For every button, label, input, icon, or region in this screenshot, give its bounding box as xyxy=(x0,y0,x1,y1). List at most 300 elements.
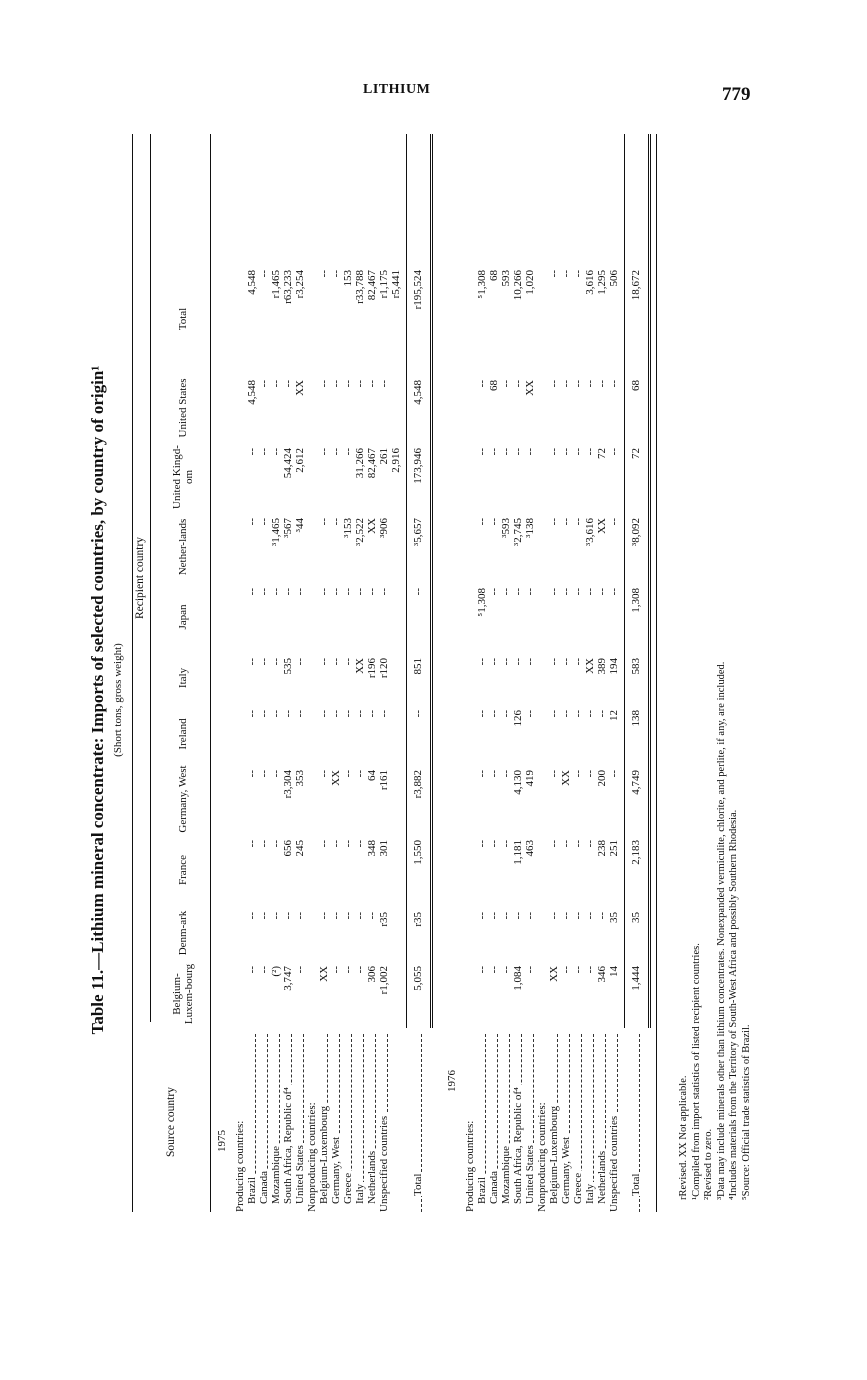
cell-italy: 194 xyxy=(608,658,620,675)
cell-united-states: -- xyxy=(342,380,354,388)
cell-total: 1,020 xyxy=(524,270,536,295)
cell-denmark: -- xyxy=(258,912,270,920)
cell-netherlands: ³567 xyxy=(282,518,294,538)
row-label xyxy=(548,1030,560,1212)
cell-total: 153 xyxy=(342,270,354,287)
cell-total: r33,788 xyxy=(354,270,366,304)
row-label xyxy=(246,1030,258,1212)
cell-netherlands xyxy=(234,512,246,582)
cell-japan: -- xyxy=(294,588,306,596)
table-row xyxy=(318,134,330,1212)
cell-france xyxy=(390,834,402,906)
cell-germany-west: XX xyxy=(560,770,572,786)
row-label-text: Unspecified countries xyxy=(378,1115,390,1212)
cell-netherlands: ³138 xyxy=(524,518,536,538)
cell-ireland: -- xyxy=(524,710,536,718)
column-header-japan: Japan xyxy=(177,604,189,630)
cell-japan xyxy=(536,582,548,652)
cell-japan xyxy=(464,582,476,652)
column-header-total: Total xyxy=(177,307,189,331)
row-label-text: Netherlands xyxy=(366,1150,378,1204)
cell-ireland xyxy=(234,704,246,764)
cell-belgium-luxembourg: 1,444 xyxy=(630,966,642,991)
cell-denmark: r35 xyxy=(412,912,424,927)
cell-belgium-luxembourg: -- xyxy=(476,966,488,974)
table-row xyxy=(330,134,342,1212)
cell-france: 251 xyxy=(608,840,620,857)
cell-ireland: 12 xyxy=(608,710,620,721)
row-label-text xyxy=(390,1210,402,1212)
cell-total: r1,465 xyxy=(270,270,282,299)
cell-netherlands: -- xyxy=(560,518,572,526)
table-row xyxy=(488,134,500,1212)
cell-total: 506 xyxy=(608,270,620,287)
row-label-text: South Africa, Republic of⁴ xyxy=(282,1087,294,1204)
section-end-rule xyxy=(430,134,433,1028)
total-rule xyxy=(624,134,625,1028)
cell-united-states: XX xyxy=(524,380,536,396)
cell-ireland: -- xyxy=(548,710,560,718)
cell-france: -- xyxy=(476,840,488,848)
row-label-text: Canada xyxy=(488,1171,500,1204)
cell-total: r3,254 xyxy=(294,270,306,299)
row-label xyxy=(464,1030,476,1212)
cell-netherlands: -- xyxy=(488,518,500,526)
table-row xyxy=(270,134,282,1212)
cell-japan: -- xyxy=(330,588,342,596)
cell-ireland xyxy=(464,704,476,764)
cell-ireland: -- xyxy=(584,710,596,718)
footnote: ⁴Includes materials from the Territory of South-West Africa and possibly Southern Rhodesia. xyxy=(728,809,739,1200)
recipient-header-rule xyxy=(150,134,151,1022)
cell-japan: -- xyxy=(524,588,536,596)
cell-netherlands: -- xyxy=(476,518,488,526)
row-label xyxy=(536,1030,548,1212)
row-label xyxy=(282,1030,294,1212)
cell-italy xyxy=(306,652,318,704)
cell-total: -- xyxy=(548,270,560,278)
cell-united-states: -- xyxy=(318,380,330,388)
cell-united-kingdom xyxy=(464,442,476,512)
row-label-text: Total xyxy=(412,1173,424,1196)
cell-germany-west: -- xyxy=(342,770,354,778)
cell-denmark: -- xyxy=(524,912,536,920)
cell-ireland: 126 xyxy=(512,710,524,727)
table-row xyxy=(500,134,512,1212)
cell-netherlands: XX xyxy=(596,518,608,534)
cell-ireland: -- xyxy=(294,710,306,718)
recipient-country-header: Recipient country xyxy=(134,536,146,620)
cell-italy: -- xyxy=(500,658,512,666)
cell-italy: -- xyxy=(524,658,536,666)
cell-japan: -- xyxy=(342,588,354,596)
cell-japan: ⁵1,308 xyxy=(476,588,488,617)
row-label xyxy=(258,1030,270,1212)
imports-table xyxy=(132,134,674,1212)
cell-belgium-luxembourg: 1,084 xyxy=(512,966,524,991)
table-row xyxy=(246,134,258,1212)
row-label-text: Belgium-Luxembourg xyxy=(548,1105,560,1204)
row-label xyxy=(500,1030,512,1212)
total-row xyxy=(412,134,424,1212)
cell-total: 3,616 xyxy=(584,270,596,295)
cell-ireland: -- xyxy=(596,710,608,718)
cell-netherlands: -- xyxy=(548,518,560,526)
cell-italy: -- xyxy=(548,658,560,666)
cell-france: 2,183 xyxy=(630,840,642,865)
cell-france: -- xyxy=(318,840,330,848)
row-label xyxy=(270,1030,282,1212)
table-title: Table 11.—Lithium mineral concentrate: Imports of selected countries, by country of origin¹ xyxy=(88,365,107,1035)
cell-total: 10,266 xyxy=(512,270,524,301)
cell-france: 301 xyxy=(378,840,390,857)
cell-united-kingdom xyxy=(306,442,318,512)
cell-italy xyxy=(536,652,548,704)
cell-italy: XX xyxy=(584,658,596,674)
cell-belgium-luxembourg: (²) xyxy=(270,966,282,977)
table-row xyxy=(306,134,318,1212)
cell-ireland: -- xyxy=(560,710,572,718)
cell-denmark: -- xyxy=(330,912,342,920)
cell-italy: -- xyxy=(572,658,584,666)
cell-japan xyxy=(306,582,318,652)
cell-denmark: r35 xyxy=(378,912,390,927)
cell-denmark: -- xyxy=(246,912,258,920)
cell-germany-west: r3,304 xyxy=(282,770,294,799)
cell-united-states: -- xyxy=(366,380,378,388)
cell-belgium-luxembourg xyxy=(390,960,402,1028)
cell-netherlands: ³2,522 xyxy=(354,518,366,547)
cell-netherlands: ³906 xyxy=(378,518,390,538)
footnote: ³Data may include minerals other than lithium concentrates. Nonexpanded vermiculite, chlorite, and perlite, if any, are included. xyxy=(715,661,727,1200)
table-row xyxy=(476,134,488,1212)
cell-italy: -- xyxy=(342,658,354,666)
cell-germany-west: -- xyxy=(258,770,270,778)
row-label xyxy=(354,1030,366,1212)
cell-netherlands: ³3,616 xyxy=(584,518,596,547)
cell-united-states: -- xyxy=(512,380,524,388)
cell-denmark: -- xyxy=(488,912,500,920)
cell-japan: -- xyxy=(560,588,572,596)
cell-germany-west: -- xyxy=(548,770,560,778)
cell-japan: -- xyxy=(488,588,500,596)
table-row xyxy=(536,134,548,1212)
cell-germany-west: -- xyxy=(354,770,366,778)
cell-italy: -- xyxy=(258,658,270,666)
row-label-text: South Africa, Republic of⁴ xyxy=(512,1087,524,1204)
row-label-text: Canada xyxy=(258,1171,270,1204)
footnote: ¹Compiled from import statistics of listed recipient countries. xyxy=(690,943,702,1200)
row-label xyxy=(488,1030,500,1212)
cell-ireland: -- xyxy=(476,710,488,718)
row-label xyxy=(306,1030,318,1212)
cell-united-kingdom: -- xyxy=(342,448,354,456)
cell-united-states xyxy=(536,374,548,442)
cell-ireland: -- xyxy=(354,710,366,718)
cell-netherlands xyxy=(464,512,476,582)
cell-netherlands: ³1,465 xyxy=(270,518,282,547)
row-label xyxy=(342,1030,354,1212)
cell-ireland: -- xyxy=(572,710,584,718)
cell-france: -- xyxy=(330,840,342,848)
cell-belgium-luxembourg: -- xyxy=(572,966,584,974)
cell-france: -- xyxy=(354,840,366,848)
table-row xyxy=(294,134,306,1212)
cell-total: ⁵1,308 xyxy=(476,270,488,299)
cell-ireland: 138 xyxy=(630,710,642,727)
cell-united-kingdom: -- xyxy=(476,448,488,456)
table-row xyxy=(234,134,246,1212)
cell-netherlands: -- xyxy=(258,518,270,526)
cell-france: -- xyxy=(270,840,282,848)
row-label xyxy=(412,1030,424,1212)
cell-united-kingdom: -- xyxy=(560,448,572,456)
row-label-text: Producing countries: xyxy=(464,1120,476,1212)
cell-france: -- xyxy=(584,840,596,848)
cell-japan: -- xyxy=(584,588,596,596)
cell-italy: 535 xyxy=(282,658,294,675)
cell-italy: -- xyxy=(512,658,524,666)
cell-belgium-luxembourg: -- xyxy=(294,966,306,974)
cell-united-kingdom: -- xyxy=(524,448,536,456)
cell-united-states xyxy=(464,374,476,442)
row-label-text: Brazil xyxy=(246,1177,258,1204)
cell-denmark: -- xyxy=(354,912,366,920)
row-label-text: Nonproducing countries: xyxy=(536,1102,548,1212)
cell-ireland xyxy=(536,704,548,764)
cell-united-kingdom: -- xyxy=(488,448,500,456)
cell-united-states: XX xyxy=(294,380,306,396)
cell-germany-west: -- xyxy=(270,770,282,778)
cell-italy: -- xyxy=(488,658,500,666)
cell-total xyxy=(536,264,548,374)
cell-france: -- xyxy=(258,840,270,848)
cell-germany-west xyxy=(306,764,318,834)
cell-united-kingdom: 54,424 xyxy=(282,448,294,479)
cell-germany-west: -- xyxy=(500,770,512,778)
cell-united-states: -- xyxy=(354,380,366,388)
cell-italy: -- xyxy=(270,658,282,666)
cell-belgium-luxembourg: -- xyxy=(488,966,500,974)
cell-netherlands: ³593 xyxy=(500,518,512,538)
cell-france: 348 xyxy=(366,840,378,857)
cell-france xyxy=(234,834,246,906)
row-label xyxy=(234,1030,246,1212)
row-label-text: Italy xyxy=(354,1183,366,1204)
cell-united-states: -- xyxy=(476,380,488,388)
year-label: 1976 xyxy=(446,1070,458,1092)
row-label-text: Netherlands xyxy=(596,1150,608,1204)
cell-belgium-luxembourg: 306 xyxy=(366,966,378,983)
cell-united-states: 68 xyxy=(630,380,642,391)
cell-netherlands: ³153 xyxy=(342,518,354,538)
cell-italy xyxy=(464,652,476,704)
cell-united-states: -- xyxy=(548,380,560,388)
table-row xyxy=(354,134,366,1212)
table-row xyxy=(548,134,560,1212)
cell-united-kingdom: 2,612 xyxy=(294,448,306,473)
cell-ireland: -- xyxy=(246,710,258,718)
cell-netherlands xyxy=(390,512,402,582)
cell-denmark: -- xyxy=(318,912,330,920)
cell-denmark xyxy=(234,906,246,960)
cell-total: r195,524 xyxy=(412,270,424,310)
cell-belgium-luxembourg: -- xyxy=(560,966,572,974)
cell-total: -- xyxy=(560,270,572,278)
cell-france: 1,550 xyxy=(412,840,424,865)
cell-denmark: -- xyxy=(584,912,596,920)
row-label-text: Mozambique xyxy=(270,1145,282,1204)
cell-japan: -- xyxy=(270,588,282,596)
row-label xyxy=(330,1030,342,1212)
table-bottom-rule xyxy=(656,134,657,1212)
cell-denmark: 35 xyxy=(608,912,620,923)
table-row xyxy=(560,134,572,1212)
row-label-text: Producing countries: xyxy=(234,1120,246,1212)
cell-total: 82,467 xyxy=(366,270,378,301)
cell-ireland: -- xyxy=(330,710,342,718)
cell-united-states: 68 xyxy=(488,380,500,391)
table-row xyxy=(608,134,620,1212)
column-header-germany-west: Germany, West xyxy=(177,765,189,833)
table-row xyxy=(524,134,536,1212)
cell-italy: -- xyxy=(246,658,258,666)
table-row xyxy=(282,134,294,1212)
cell-united-kingdom: -- xyxy=(548,448,560,456)
column-header-netherlands: Nether-lands xyxy=(177,518,189,576)
footnote: ²Revised to zero. xyxy=(703,1128,714,1200)
row-label-text: United States xyxy=(294,1145,306,1204)
cell-united-kingdom: 173,946 xyxy=(412,448,424,484)
cell-denmark: -- xyxy=(342,912,354,920)
cell-germany-west: 200 xyxy=(596,770,608,787)
cell-france xyxy=(306,834,318,906)
cell-germany-west: r161 xyxy=(378,770,390,791)
cell-italy: r196 xyxy=(366,658,378,679)
table-row xyxy=(584,134,596,1212)
column-header-united-states: United States xyxy=(177,378,189,438)
page-number: 779 xyxy=(722,84,751,105)
cell-total: r63,233 xyxy=(282,270,294,304)
cell-italy: r120 xyxy=(378,658,390,679)
cell-united-kingdom: 72 xyxy=(596,448,608,459)
row-label-text: Germany, West xyxy=(560,1136,572,1204)
table-row xyxy=(366,134,378,1212)
row-label-text: Mozambique xyxy=(500,1145,512,1204)
cell-france xyxy=(464,834,476,906)
cell-japan: -- xyxy=(596,588,608,596)
column-header-belgium-luxembourg: Belgium-Luxem-bourg xyxy=(171,963,195,1025)
cell-belgium-luxembourg xyxy=(536,960,548,1028)
cell-germany-west: r3,882 xyxy=(412,770,424,799)
table-subtitle: (Short tons, gross weight) xyxy=(112,643,124,757)
cell-total: -- xyxy=(318,270,330,278)
cell-netherlands: -- xyxy=(246,518,258,526)
cell-united-kingdom: 72 xyxy=(630,448,642,459)
cell-denmark: -- xyxy=(476,912,488,920)
cell-netherlands: ³5,657 xyxy=(412,518,424,547)
source-country-header: Source country xyxy=(165,1087,177,1157)
cell-ireland xyxy=(306,704,318,764)
row-label xyxy=(572,1030,584,1212)
cell-total: -- xyxy=(258,270,270,278)
cell-belgium-luxembourg: 346 xyxy=(596,966,608,983)
cell-united-kingdom: 82,467 xyxy=(366,448,378,479)
cell-france: 1,181 xyxy=(512,840,524,865)
cell-united-kingdom xyxy=(536,442,548,512)
row-label xyxy=(608,1030,620,1212)
row-label xyxy=(560,1030,572,1212)
cell-ireland xyxy=(390,704,402,764)
cell-united-kingdom: -- xyxy=(500,448,512,456)
cell-france: -- xyxy=(488,840,500,848)
table-row xyxy=(512,134,524,1212)
cell-ireland: -- xyxy=(412,710,424,718)
cell-total: r1,175 xyxy=(378,270,390,299)
cell-united-states: -- xyxy=(500,380,512,388)
cell-germany-west xyxy=(390,764,402,834)
cell-netherlands: -- xyxy=(330,518,342,526)
row-label-text: Belgium-Luxembourg xyxy=(318,1105,330,1204)
cell-france: 463 xyxy=(524,840,536,857)
cell-belgium-luxembourg xyxy=(464,960,476,1028)
cell-ireland: -- xyxy=(488,710,500,718)
cell-ireland: -- xyxy=(270,710,282,718)
cell-ireland: -- xyxy=(318,710,330,718)
cell-united-kingdom: -- xyxy=(584,448,596,456)
row-label xyxy=(378,1030,390,1212)
cell-belgium-luxembourg: -- xyxy=(354,966,366,974)
cell-total: 593 xyxy=(500,270,512,287)
cell-italy: 389 xyxy=(596,658,608,675)
cell-united-kingdom: -- xyxy=(572,448,584,456)
cell-united-states: -- xyxy=(596,380,608,388)
row-label-text: Greece xyxy=(572,1172,584,1204)
cell-germany-west: -- xyxy=(318,770,330,778)
column-header-italy: Italy xyxy=(177,667,189,689)
cell-italy xyxy=(234,652,246,704)
cell-germany-west: 4,749 xyxy=(630,770,642,795)
cell-denmark xyxy=(390,906,402,960)
row-label xyxy=(630,1030,642,1212)
cell-germany-west: -- xyxy=(584,770,596,778)
cell-united-states: -- xyxy=(270,380,282,388)
total-row xyxy=(630,134,642,1212)
cell-germany-west: XX xyxy=(330,770,342,786)
table-row xyxy=(258,134,270,1212)
cell-germany-west: 4,130 xyxy=(512,770,524,795)
cell-belgium-luxembourg: 5,055 xyxy=(412,966,424,991)
cell-italy: -- xyxy=(476,658,488,666)
row-label xyxy=(294,1030,306,1212)
cell-belgium-luxembourg: 14 xyxy=(608,966,620,977)
cell-japan xyxy=(234,582,246,652)
header-bottom-rule xyxy=(210,134,211,1212)
cell-italy: -- xyxy=(330,658,342,666)
cell-denmark: -- xyxy=(596,912,608,920)
cell-belgium-luxembourg: XX xyxy=(318,966,330,982)
table-row xyxy=(572,134,584,1212)
cell-belgium-luxembourg xyxy=(234,960,246,1028)
cell-united-kingdom: -- xyxy=(608,448,620,456)
cell-belgium-luxembourg xyxy=(306,960,318,1028)
cell-japan: -- xyxy=(258,588,270,596)
cell-denmark: -- xyxy=(572,912,584,920)
cell-belgium-luxembourg: -- xyxy=(258,966,270,974)
cell-united-states: -- xyxy=(282,380,294,388)
cell-japan: -- xyxy=(246,588,258,596)
section-end-rule xyxy=(648,134,651,1028)
